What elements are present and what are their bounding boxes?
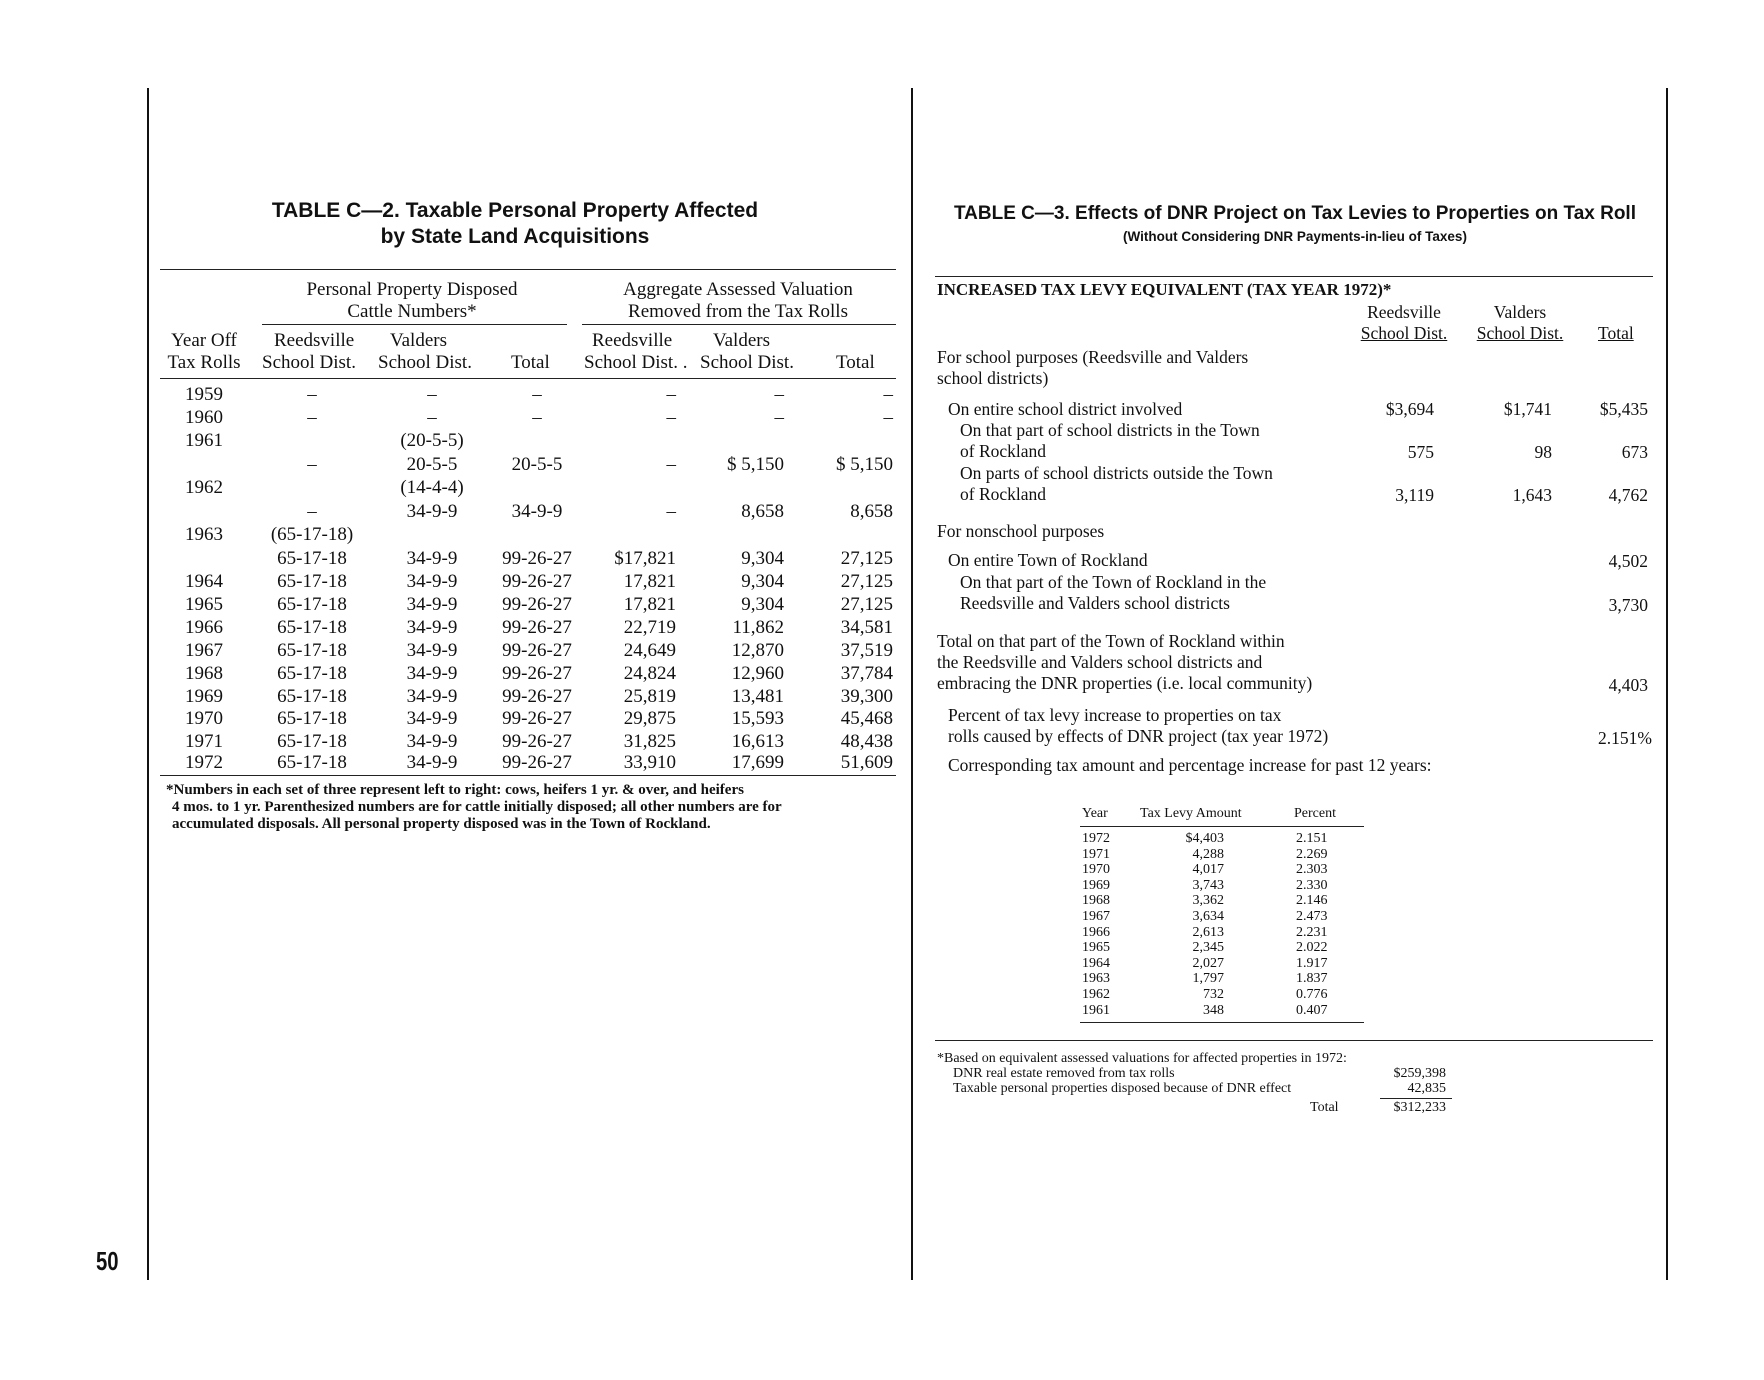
table-c2-title-line2: by State Land Acquisitions (380, 225, 650, 248)
group2-underline (582, 324, 896, 325)
c2-row-1-vald: – (427, 407, 437, 428)
local-community-total-label (937, 631, 1312, 694)
c2-row-5-vald: 34-9-9 (406, 501, 458, 522)
c2-row-14-year: 1970 (185, 708, 223, 729)
c2-row-1-total_v: – (883, 407, 893, 428)
c2-row-9-total_v: 27,125 (840, 594, 893, 615)
table-c2-title (250, 198, 780, 250)
c2-row-16-year: 1972 (185, 752, 223, 773)
c2-row-3-reed_v: – (666, 454, 676, 475)
c2-row-0-reed: – (307, 384, 317, 405)
c2-row-10-reed: 65-17-18 (277, 617, 347, 638)
sub-row-3-year: 1969 (1082, 877, 1110, 893)
c2-row-3-total_v: $ 5,150 (836, 454, 893, 475)
c2-row-15-total_v: 48,438 (840, 731, 893, 752)
fn-personal-value: 42,835 (1407, 1081, 1446, 1096)
sub-row-11-amount: 348 (1203, 1002, 1224, 1018)
sub-row-11-year: 1961 (1082, 1002, 1110, 1018)
sub-row-9-year: 1963 (1082, 971, 1110, 987)
c2-row-9-vald: 34-9-9 (406, 594, 458, 615)
col-header-valders-line1: Valders (390, 330, 447, 351)
c2-row-13-reed_v: 25,819 (623, 686, 676, 707)
sub-row-0-year: 1972 (1082, 831, 1110, 846)
school-out-line1: On parts of school districts outside the Town (960, 463, 1273, 483)
c2-row-0-year: 1959 (185, 384, 223, 405)
sub-row-2-amount: 4,017 (1192, 862, 1224, 878)
group2-header-line2: Removed from the Tax Rolls (628, 301, 848, 322)
c2-row-8-vald_v: 9,304 (741, 571, 784, 592)
c2-row-8-reed_v: 17,821 (623, 571, 676, 592)
school-in-valders: 98 (1534, 442, 1552, 462)
school-entire-total: $5,435 (1599, 399, 1648, 419)
sub-row-8-amount: 2,027 (1192, 955, 1224, 971)
c2-row-8-vald: 34-9-9 (406, 571, 458, 592)
footnote-line3: accumulated disposals. All personal property disposed was in the Town of Rockland. (172, 816, 711, 832)
school-out-line2: of Rockland (960, 484, 1047, 504)
sub-table-bottom-rule (1080, 1022, 1364, 1023)
sub-row-10-amount: 732 (1203, 987, 1224, 1002)
school-heading-line2: school districts) (937, 368, 1049, 388)
sub-row-7-year: 1965 (1082, 940, 1110, 956)
table-c2-footnote (166, 782, 906, 833)
c2-row-0-reed_v: – (666, 384, 676, 405)
col-header-valders-valuation (700, 330, 794, 374)
col-header-reedsville-valuation (584, 330, 687, 374)
nonschool-entire-label: On entire Town of Rockland (948, 550, 1148, 570)
school-entire-reedsville: $3,694 (1385, 399, 1434, 419)
col-header-valders-c3-line1: Valders (1493, 302, 1547, 322)
right-margin-rule (1666, 88, 1668, 1280)
sub-row-8-percent: 1.917 (1296, 955, 1328, 971)
c2-row-12-vald: 34-9-9 (406, 663, 458, 684)
col-header-total-c3: Total (1598, 323, 1634, 343)
group1-header-line2: Cattle Numbers* (347, 301, 477, 322)
c2-row-1-reed: – (307, 407, 317, 428)
col-header-reedsville-line1: Reedsville (274, 330, 355, 351)
c2-row-13-year: 1969 (185, 686, 223, 707)
center-divider-rule (911, 88, 913, 1280)
c2-row-3-vald_v: $ 5,150 (727, 454, 784, 475)
c2-row-4-year: 1962 (185, 477, 223, 498)
footnote-line1: *Numbers in each set of three represent left to right: cows, heifers 1 yr. & over, and heifers (166, 782, 744, 798)
c2-row-11-year: 1967 (185, 640, 223, 661)
table-c3-top-rule (935, 276, 1653, 277)
page-number: 50 (96, 1246, 119, 1276)
c2-row-0-vald_v: – (774, 384, 784, 405)
col-header-reedsville-valuation-line1: Reedsville (592, 330, 673, 351)
col-header-reedsville-valuation-line2: School Dist. . (584, 352, 688, 373)
section-heading: INCREASED TAX LEVY EQUIVALENT (TAX YEAR 1972)* (937, 280, 1392, 299)
c2-row-5-reed: – (307, 501, 317, 522)
sub-row-9-percent: 1.837 (1296, 971, 1328, 987)
group1-underline (262, 324, 567, 325)
sub-col-percent: Percent (1294, 806, 1336, 821)
nonschool-part-total: 3,730 (1608, 595, 1648, 615)
fn-personal-label: Taxable personal properties disposed because of DNR effect (953, 1081, 1292, 1096)
nonschool-part-label (960, 572, 1266, 614)
c2-row-7-reed_v: $17,821 (614, 548, 676, 569)
c2-row-3-total: 20-5-5 (511, 454, 563, 475)
local-community-total-value: 4,403 (1608, 675, 1648, 695)
c2-row-0-total: – (532, 384, 542, 405)
table-c2-top-rule (160, 269, 896, 270)
table-c2-bottom-rule (160, 775, 896, 776)
c2-row-12-reed: 65-17-18 (277, 663, 347, 684)
c2-row-11-vald: 34-9-9 (406, 640, 458, 661)
c2-row-10-year: 1966 (185, 617, 223, 638)
school-out-reedsville: 3,119 (1395, 485, 1434, 505)
c2-row-4-vald: (14-4-4) (400, 477, 464, 498)
c2-row-5-total: 34-9-9 (511, 501, 563, 522)
c2-row-9-reed_v: 17,821 (623, 594, 676, 615)
table-c2-header-rule (160, 378, 896, 379)
col-header-reedsville (262, 330, 356, 374)
c2-row-1-reed_v: – (666, 407, 676, 428)
percent-increase-value: 2.151% (1598, 728, 1652, 748)
c2-row-8-total: 99-26-27 (502, 571, 572, 592)
school-heading-line1: For school purposes (Reedsville and Valders (937, 347, 1249, 367)
col-header-valders-line2: School Dist. (378, 352, 472, 373)
left-margin-rule (147, 88, 149, 1280)
sub-row-6-amount: 2,613 (1192, 924, 1224, 940)
c2-row-0-vald: – (427, 384, 437, 405)
c2-row-13-total_v: 39,300 (840, 686, 893, 707)
sub-table-header-rule (1080, 826, 1364, 827)
sub-col-year: Year (1082, 806, 1108, 821)
c2-row-14-vald: 34-9-9 (406, 708, 458, 729)
c2-row-9-total: 99-26-27 (502, 594, 572, 615)
col-header-reedsville-c3-line2: School Dist. (1360, 323, 1448, 343)
corresponding-text: Corresponding tax amount and percentage increase for past 12 years: (948, 755, 1432, 775)
c2-row-8-year: 1964 (185, 571, 223, 592)
c2-row-16-vald: 34-9-9 (406, 752, 458, 773)
c2-row-15-total: 99-26-27 (502, 731, 572, 752)
c2-row-2-vald: (20-5-5) (400, 430, 464, 451)
sub-row-5-percent: 2.473 (1296, 909, 1328, 924)
c2-row-14-total: 99-26-27 (502, 708, 572, 729)
c2-row-3-vald: 20-5-5 (406, 454, 458, 475)
nonschool-part-line1: On that part of the Town of Rockland in the (960, 572, 1267, 592)
sub-row-7-percent: 2.022 (1296, 940, 1328, 956)
table-c3-footnote-rule (935, 1040, 1653, 1041)
col-header-reedsville-c3-line1: Reedsville (1367, 302, 1441, 322)
c2-row-13-reed: 65-17-18 (277, 686, 347, 707)
school-in-rockland-label (960, 420, 1260, 462)
col-header-reedsville-c3 (1352, 302, 1456, 344)
c2-row-10-vald_v: 11,862 (732, 617, 784, 638)
fn-real-estate-value: $259,398 (1393, 1066, 1446, 1081)
school-out-valders: 1,643 (1512, 485, 1552, 505)
fn-total-value: $312,233 (1393, 1100, 1446, 1115)
table-c2-group1-header (262, 279, 562, 323)
sub-row-2-percent: 2.303 (1296, 862, 1328, 878)
sub-row-1-amount: 4,288 (1192, 846, 1224, 862)
col-header-valders-c3-line2: School Dist. (1476, 323, 1564, 343)
c2-row-16-reed_v: 33,910 (623, 752, 676, 773)
sub-row-11-percent: 0.407 (1296, 1002, 1328, 1018)
c2-row-10-vald: 34-9-9 (406, 617, 458, 638)
sub-row-4-percent: 2.146 (1296, 893, 1328, 909)
sub-col-amount: Tax Levy Amount (1140, 806, 1242, 821)
school-purposes-heading (937, 347, 1248, 389)
c2-row-14-total_v: 45,468 (840, 708, 893, 729)
fn-sum-rule (1380, 1098, 1452, 1099)
col-header-valders (378, 330, 472, 374)
c2-row-12-year: 1968 (185, 663, 223, 684)
table-c2-group2-header (582, 279, 894, 323)
school-in-reedsville: 575 (1407, 442, 1434, 462)
sub-row-3-percent: 2.330 (1296, 877, 1328, 893)
sub-row-8-year: 1964 (1082, 955, 1110, 971)
c2-row-6-reed: (65-17-18) (270, 524, 354, 545)
school-out-total: 4,762 (1608, 485, 1648, 505)
c2-row-9-vald_v: 9,304 (741, 594, 784, 615)
c2-row-16-reed: 65-17-18 (277, 752, 347, 773)
school-entire-valders: $1,741 (1503, 399, 1552, 419)
col-header-valders-valuation-line2: School Dist. (700, 352, 794, 373)
c2-row-7-reed: 65-17-18 (277, 548, 347, 569)
percent-line2: rolls caused by effects of DNR project (tax year 1972) (948, 726, 1329, 746)
percent-line1: Percent of tax levy increase to properties on tax (948, 705, 1282, 725)
group1-header-line1: Personal Property Disposed (306, 279, 518, 300)
c2-row-14-reed_v: 29,875 (623, 708, 676, 729)
c2-row-0-total_v: – (883, 384, 893, 405)
c2-row-13-total: 99-26-27 (502, 686, 572, 707)
c2-row-15-vald_v: 16,613 (731, 731, 784, 752)
sub-row-10-year: 1962 (1082, 987, 1110, 1002)
sub-row-5-year: 1967 (1082, 909, 1110, 924)
sub-row-3-amount: 3,743 (1192, 877, 1224, 893)
c2-row-8-reed: 65-17-18 (277, 571, 347, 592)
sub-row-5-amount: 3,634 (1192, 909, 1224, 924)
c2-row-13-vald_v: 13,481 (731, 686, 784, 707)
school-in-line2: of Rockland (960, 441, 1047, 461)
c2-row-2-year: 1961 (185, 430, 223, 451)
c2-row-15-reed_v: 31,825 (623, 731, 676, 752)
sub-row-0-percent: 2.151 (1296, 831, 1328, 846)
c2-row-10-reed_v: 22,719 (623, 617, 676, 638)
c2-row-12-vald_v: 12,960 (731, 663, 784, 684)
c2-row-5-total_v: 8,658 (850, 501, 893, 522)
c2-row-1-vald_v: – (774, 407, 784, 428)
sub-row-2-year: 1970 (1082, 862, 1110, 878)
col-header-valders-valuation-line1: Valders (713, 330, 770, 351)
col-header-total-valuation: Total (836, 352, 875, 373)
c2-row-11-reed_v: 24,649 (623, 640, 676, 661)
c2-row-10-total_v: 34,581 (840, 617, 893, 638)
school-entire-label: On entire school district involved (948, 399, 1183, 419)
nonschool-part-line2: Reedsville and Valders school districts (960, 593, 1230, 613)
c3-footnote-heading: *Based on equivalent assessed valuations for affected properties in 1972: (937, 1051, 1347, 1066)
total-line3: embracing the DNR properties (i.e. local community) (937, 673, 1313, 693)
school-in-total: 673 (1621, 442, 1648, 462)
c2-row-11-total: 99-26-27 (502, 640, 572, 661)
sub-row-10-percent: 0.776 (1296, 987, 1328, 1002)
table-c3-subtitle: (Without Considering DNR Payments-in-lieu of Taxes) (1123, 229, 1467, 244)
sub-row-6-year: 1966 (1082, 924, 1110, 940)
col-header-year (158, 330, 250, 374)
c2-row-15-reed: 65-17-18 (277, 731, 347, 752)
c2-row-7-vald: 34-9-9 (406, 548, 458, 569)
c2-row-14-reed: 65-17-18 (277, 708, 347, 729)
c2-row-7-total_v: 27,125 (840, 548, 893, 569)
c2-row-15-vald: 34-9-9 (406, 731, 458, 752)
col-header-reedsville-line2: School Dist. (262, 352, 356, 373)
table-c3-title: TABLE C—3. Effects of DNR Project on Tax Levies to Properties on Tax Roll (953, 203, 1636, 224)
c2-row-14-vald_v: 15,593 (731, 708, 784, 729)
c2-row-16-total_v: 51,609 (840, 752, 893, 773)
c2-row-10-total: 99-26-27 (502, 617, 572, 638)
c2-row-9-reed: 65-17-18 (277, 594, 347, 615)
percent-increase-label (948, 705, 1328, 747)
c2-row-15-year: 1971 (185, 731, 223, 752)
c2-row-13-vald: 34-9-9 (406, 686, 458, 707)
fn-total-label: Total (1310, 1100, 1339, 1115)
c2-row-11-total_v: 37,519 (840, 640, 893, 661)
c2-row-5-reed_v: – (666, 501, 676, 522)
c2-row-1-year: 1960 (185, 407, 223, 428)
c2-row-9-year: 1965 (185, 594, 223, 615)
c2-row-5-vald_v: 8,658 (741, 501, 784, 522)
nonschool-entire-total: 4,502 (1608, 551, 1648, 571)
c2-row-3-reed: – (307, 454, 317, 475)
sub-row-0-amount: $4,403 (1185, 831, 1224, 846)
total-line1: Total on that part of the Town of Rockland within (937, 631, 1285, 651)
c2-row-7-total: 99-26-27 (502, 548, 572, 569)
col-header-year-line1: Year Off (171, 330, 237, 351)
sub-row-9-amount: 1,797 (1192, 971, 1224, 987)
c2-row-11-vald_v: 12,870 (731, 640, 784, 661)
col-header-valders-c3 (1468, 302, 1572, 344)
sub-row-1-year: 1971 (1082, 846, 1110, 862)
sub-row-1-percent: 2.269 (1296, 846, 1328, 862)
sub-row-6-percent: 2.231 (1296, 924, 1328, 940)
c2-row-12-reed_v: 24,824 (623, 663, 676, 684)
c2-row-11-reed: 65-17-18 (277, 640, 347, 661)
school-outside-rockland-label (960, 463, 1273, 505)
c2-row-8-total_v: 27,125 (840, 571, 893, 592)
c2-row-16-total: 99-26-27 (502, 752, 572, 773)
table-c2-title-line1: TABLE C—2. Taxable Personal Property Affected (271, 199, 759, 222)
col-header-year-line2: Tax Rolls (167, 352, 241, 373)
c2-row-7-vald_v: 9,304 (741, 548, 784, 569)
group2-header-line1: Aggregate Assessed Valuation (623, 279, 853, 300)
c2-row-12-total_v: 37,784 (840, 663, 893, 684)
c2-row-1-total: – (532, 407, 542, 428)
footnote-line2: 4 mos. to 1 yr. Parenthesized numbers are for cattle initially disposed; all other numbers are for (172, 799, 782, 815)
sub-row-4-amount: 3,362 (1192, 893, 1224, 909)
c2-row-16-vald_v: 17,699 (731, 752, 784, 773)
total-line2: the Reedsville and Valders school districts and (937, 652, 1263, 672)
sub-row-7-amount: 2,345 (1192, 940, 1224, 956)
c2-row-6-year: 1963 (185, 524, 223, 545)
col-header-total: Total (511, 352, 550, 373)
sub-row-4-year: 1968 (1082, 893, 1110, 909)
school-in-line1: On that part of school districts in the Town (960, 420, 1260, 440)
nonschool-heading: For nonschool purposes (937, 521, 1105, 541)
fn-real-estate-label: DNR real estate removed from tax rolls (953, 1066, 1175, 1081)
c2-row-12-total: 99-26-27 (502, 663, 572, 684)
